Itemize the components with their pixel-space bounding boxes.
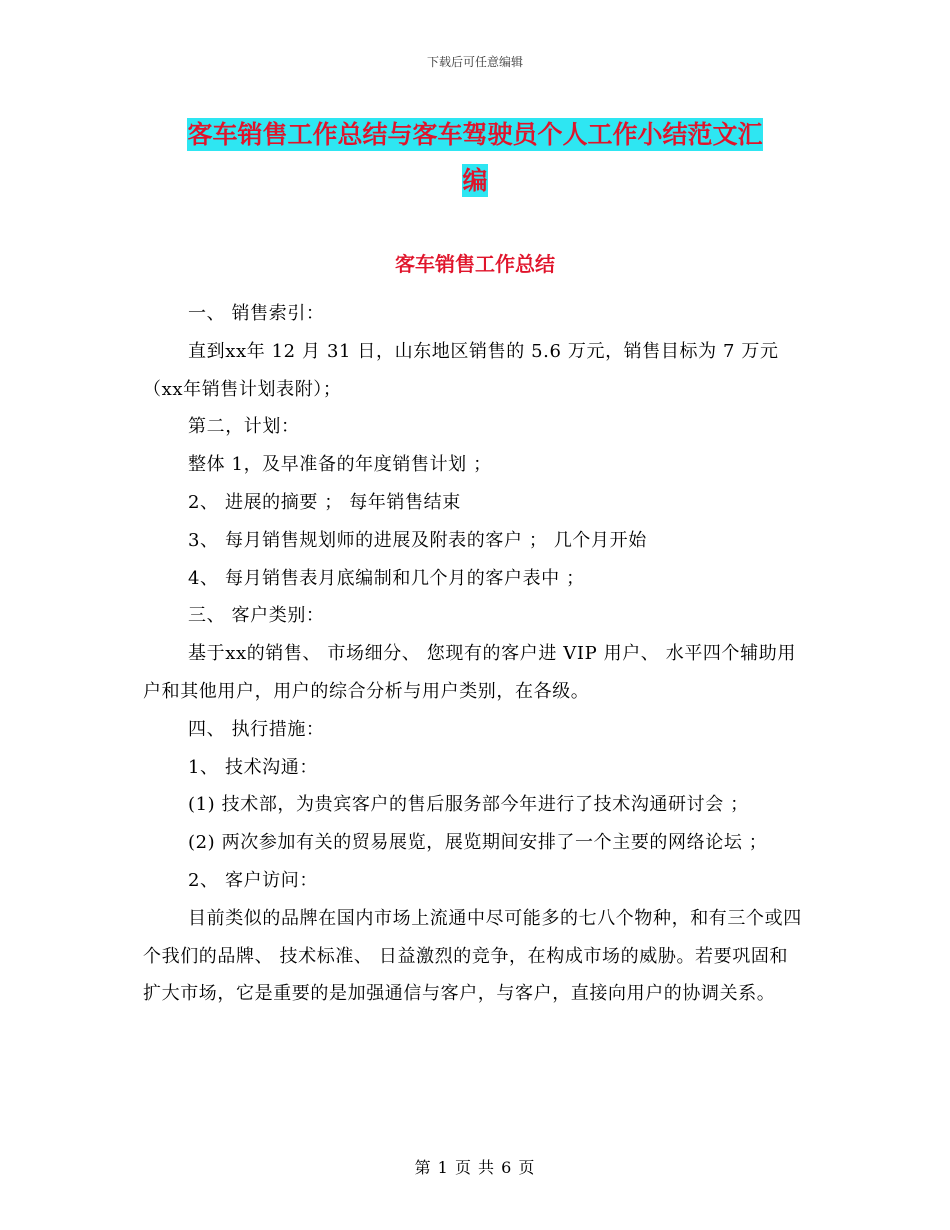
section-title: 客车销售工作总结 xyxy=(395,252,555,276)
paragraph: 四、 执行措施： xyxy=(188,718,325,740)
paragraph: 三、 客户类别： xyxy=(188,605,325,627)
paragraph: 4、 每月销售表月底编制和几个月的客户表中 ； xyxy=(188,567,585,589)
paragraph: 2、 客户访问： xyxy=(188,869,318,891)
paragraph: 3、 每月销售规划师的进展及附表的客户 ； 几个月开始 xyxy=(188,529,647,551)
paragraph: 2、 进展的摘要 ； 每年销售结束 xyxy=(188,491,461,513)
paragraph: 一、 销售索引： xyxy=(188,303,325,324)
paragraph: 1、 技术沟通： xyxy=(188,756,318,778)
paragraph: 目前类似的品牌在国内市场上流通中尽可能多的七八个物种，和有三个或四个我们的品牌、 技术标准、 日益激烈的竞争，在构成市场的威胁。若要巩固和扩大市场，它是重要的是加强通信与客户，与客户，直接向用户的协调关系。 xyxy=(143,907,802,1005)
paragraph: (2) 两次参加有关的贸易展览，展览期间安排了一个主要的网络论坛 ； xyxy=(188,832,768,854)
paragraph: 基于xx的销售、 市场细分、 您现有的客户进 VIP 用户、 水平四个辅助用户和其他用户，用户的综合分析与用户类别，在各级。 xyxy=(143,643,796,702)
paragraph: 整体 1，及早准备的年度销售计划 ； xyxy=(188,454,492,476)
paragraph: (1) 技术部，为贵宾客户的售后服务部今年进行了技术沟通研讨会 ； xyxy=(188,794,749,816)
document-title xyxy=(140,112,810,204)
header-note: 下载后可任意编辑 xyxy=(426,55,523,69)
title-line-1: 客车销售工作总结与客车驾驶员个人工作小结范文汇 xyxy=(187,120,763,149)
title-line-2: 编 xyxy=(462,166,488,195)
paragraph: 第二，计划： xyxy=(188,416,300,438)
body-text xyxy=(143,295,803,1013)
paragraph: 直到xx年 12 月 31 日，山东地区销售的 5.6 万元，销售目标为 7 万元（xx年销售计划表附）； xyxy=(143,340,779,400)
page-footer: 第 1 页 共 6 页 xyxy=(414,1158,536,1177)
